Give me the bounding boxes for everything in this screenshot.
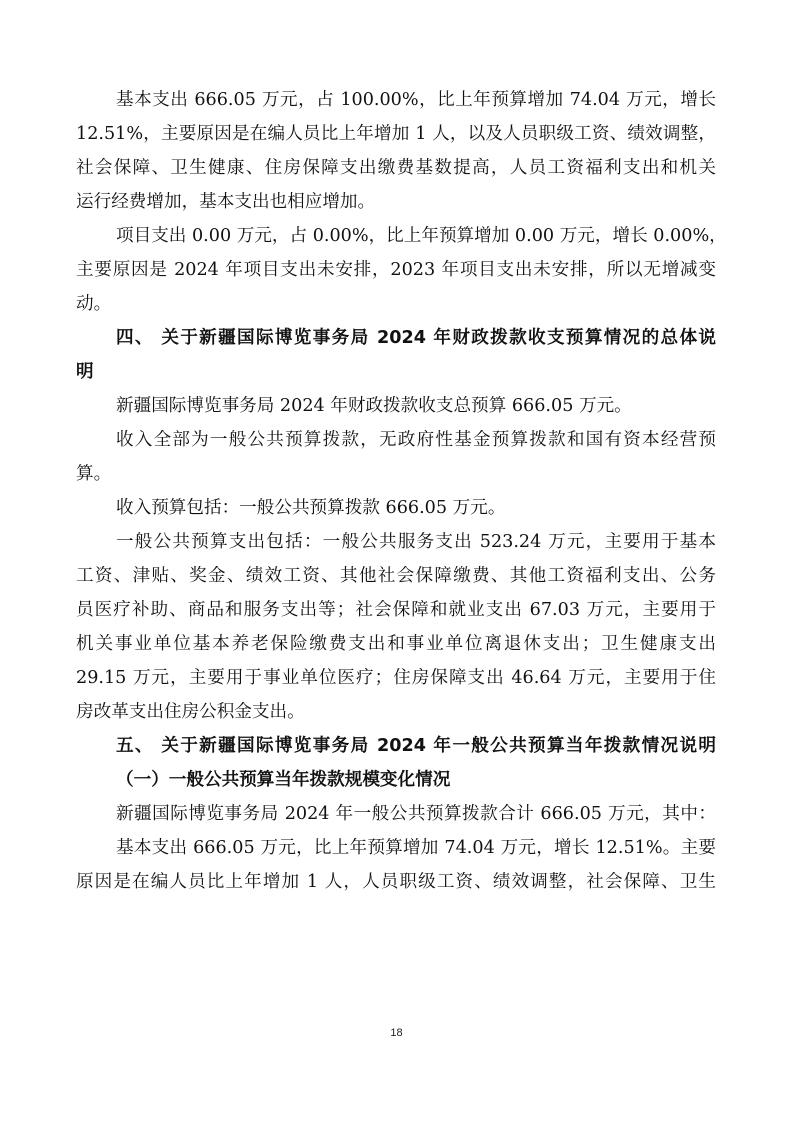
paragraph-line: 收入预算包括：一般公共预算拨款 666.05 万元。 xyxy=(116,498,506,518)
paragraph-line: 一般公共预算支出包括：一般公共服务支出 523.24 万元，主要用于基本 xyxy=(116,532,716,552)
paragraph-line: 算。 xyxy=(76,464,112,484)
paragraph-line: 基本支出 666.05 万元，占 100.00%，比上年预算增加 74.04 万元，增长 xyxy=(116,90,716,110)
paragraph-line: 机关事业单位基本养老保险缴费支出和事业单位离退休支出；卫生健康支出 xyxy=(76,634,716,654)
paragraph-line: 新疆国际博览事务局 2024 年一般公共预算拨款合计 666.05 万元，其中： xyxy=(116,804,716,824)
paragraph-line: 员医疗补助、商品和服务支出等；社会保障和就业支出 67.03 万元，主要用于 xyxy=(76,600,716,620)
paragraph-line: 基本支出 666.05 万元，比上年预算增加 74.04 万元，增长 12.51%。主要 xyxy=(116,838,716,858)
paragraph-line: 运行经费增加，基本支出也相应增加。 xyxy=(76,192,376,212)
paragraph-line: 收入全部为一般公共预算拨款，无政府性基金预算拨款和国有资本经营预 xyxy=(116,430,716,450)
paragraph-line: 29.15 万元，主要用于事业单位医疗；住房保障支出 46.64 万元，主要用于住 xyxy=(76,668,716,688)
paragraph-line: 社会保障、卫生健康、住房保障支出缴费基数提高，人员工资福利支出和机关 xyxy=(76,158,716,178)
section-heading-4-cont: 明 xyxy=(76,362,94,382)
page-number: 18 xyxy=(390,1027,403,1039)
paragraph-line: 动。 xyxy=(76,294,112,314)
paragraph-line: 主要原因是 2024 年项目支出未安排，2023 年项目支出未安排，所以无增减变 xyxy=(76,260,716,280)
section-heading-5: 五、 关于新疆国际博览事务局 2024 年一般公共预算当年拨款情况说明 xyxy=(116,736,716,756)
section-heading-4: 四、 关于新疆国际博览事务局 2024 年财政拨款收支预算情况的总体说 xyxy=(116,328,716,348)
paragraph-line: 12.51%，主要原因是在编人员比上年增加 1 人，以及人员职级工资、绩效调整， xyxy=(76,124,716,144)
paragraph-line: 项目支出 0.00 万元，占 0.00%，比上年预算增加 0.00 万元，增长 0.00%， xyxy=(116,226,727,246)
paragraph-line: 房改革支出住房公积金支出。 xyxy=(76,702,305,722)
paragraph-line: 原因是在编人员比上年增加 1 人，人员职级工资、绩效调整，社会保障、卫生 xyxy=(76,872,716,892)
paragraph-line: 工资、津贴、奖金、绩效工资、其他社会保障缴费、其他工资福利支出、公务 xyxy=(76,566,716,586)
subsection-heading-1: （一）一般公共预算当年拨款规模变化情况 xyxy=(116,770,451,790)
paragraph-line: 新疆国际博览事务局 2024 年财政拨款收支总预算 666.05 万元。 xyxy=(116,396,632,416)
